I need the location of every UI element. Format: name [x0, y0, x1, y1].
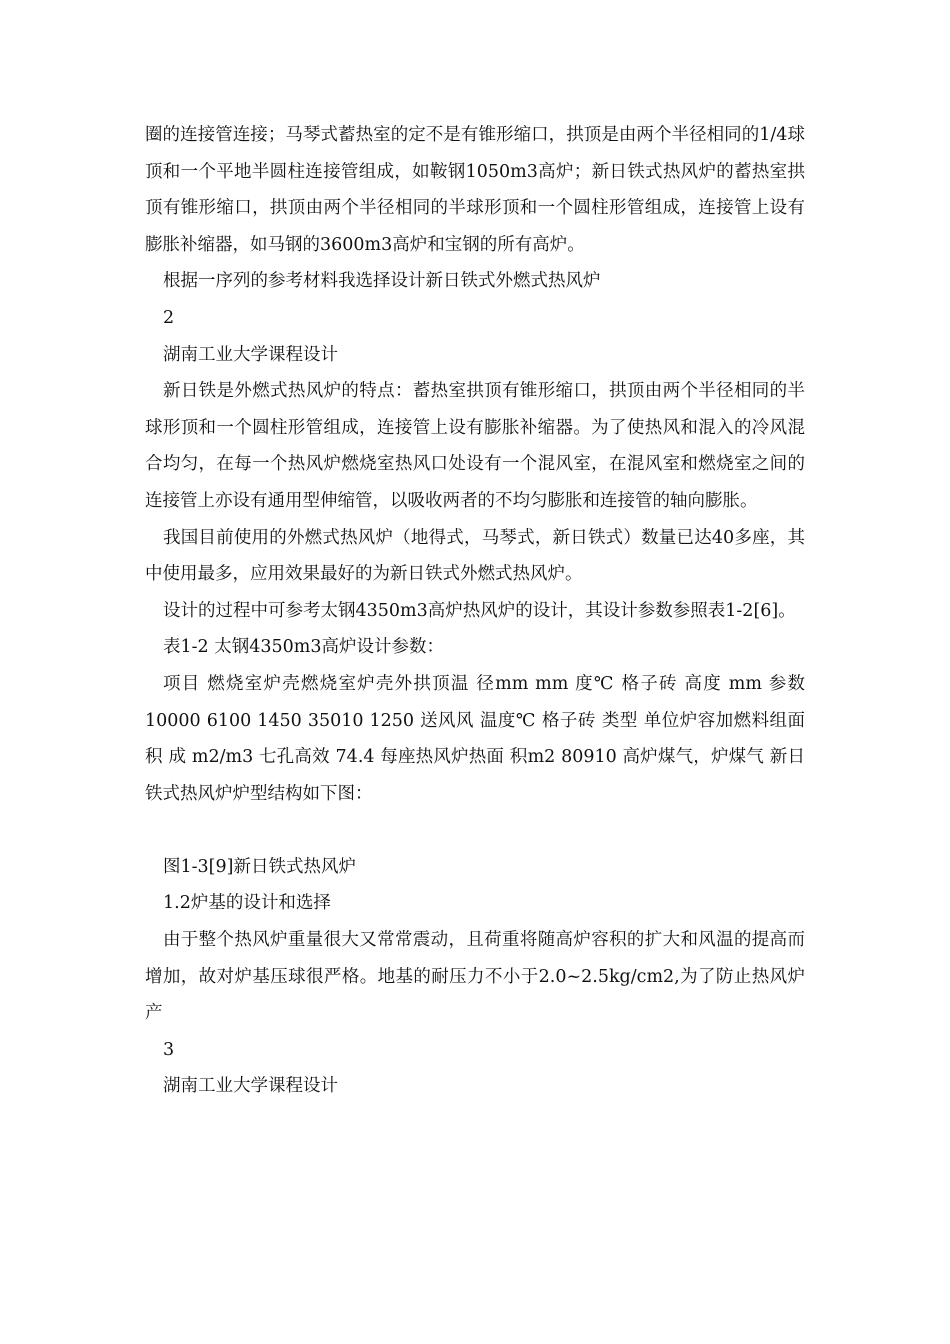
page-number: 2	[163, 307, 175, 328]
paragraph-nippon-steel-features: 新日铁是外燃式热风炉的特点：蓄热室拱顶有锥形缩口，拱顶由两个半径相同的半球形顶和一个圆柱形管组成，连接管上设有膨胀补缩器。为了使热风和混入的冷风混合均匀，在每一个热风炉燃烧室热风口处设有一个混风室，在混风室和燃烧室之间的连接管上亦设有通用型伸缩管，以吸收两者的不均匀膨胀和连接管的轴向膨胀。	[145, 381, 805, 511]
document-page	[145, 117, 805, 1105]
figure-caption: 图1-3[9]新日铁式热风炉	[163, 856, 356, 877]
paragraph-domestic-usage: 我国目前使用的外燃式热风炉（地得式，马琴式，新日铁式）数量已达40多座，其中使用最多，应用效果最好的为新日铁式外燃式热风炉。	[145, 527, 805, 585]
page-number: 3	[163, 1039, 175, 1060]
paragraph-taigang-reference: 设计的过程中可参考太钢4350m3高炉热风炉的设计，其设计参数参照表1-2[6]。	[163, 600, 796, 621]
paragraph-regenerator-dome: 圈的连接管连接；马琴式蓄热室的定不是有锥形缩口，拱顶是由两个半径相同的1/4球顶和一个平地半圆柱连接管组成，如鞍钢1050m3高炉；新日铁式热风炉的蓄热室拱顶有锥形缩口，拱顶由两个半径相同的半球形顶和一个圆柱形管组成，连接管上设有膨胀补缩器，如马钢的3600m3高炉和宝钢的所有高炉。	[145, 125, 805, 255]
table-parameters-text: 项目 燃烧室炉壳燃烧室炉壳外拱顶温 径mm mm 度℃ 格子砖 高度 mm 参数 10000 6100 1450 35010 1250 送风风 温度℃ 格子砖 类型 单位炉容加燃料组面积 成 m2/m3 七孔高效 74.4 每座热风炉热面 积m2 80910 高炉煤气，炉煤气 新日铁式热风炉炉型结构如下图：	[145, 673, 805, 804]
paragraph-foundation-design: 由于整个热风炉重量很大又常常震动，且荷重将随高炉容积的扩大和风温的提高而增加，故对炉基压球很严格。地基的耐压力不小于2.0~2.5kg/cm2,为了防止热风炉产	[145, 930, 805, 1024]
paragraph-design-choice: 根据一序列的参考材料我选择设计新日铁式外燃式热风炉	[163, 271, 601, 292]
figure-space	[145, 812, 805, 849]
section-heading: 1.2炉基的设计和选择	[163, 893, 331, 914]
page-header: 湖南工业大学课程设计	[163, 344, 338, 365]
table-caption: 表1-2 太钢4350m3高炉设计参数：	[163, 637, 445, 658]
page-header: 湖南工业大学课程设计	[163, 1076, 338, 1097]
